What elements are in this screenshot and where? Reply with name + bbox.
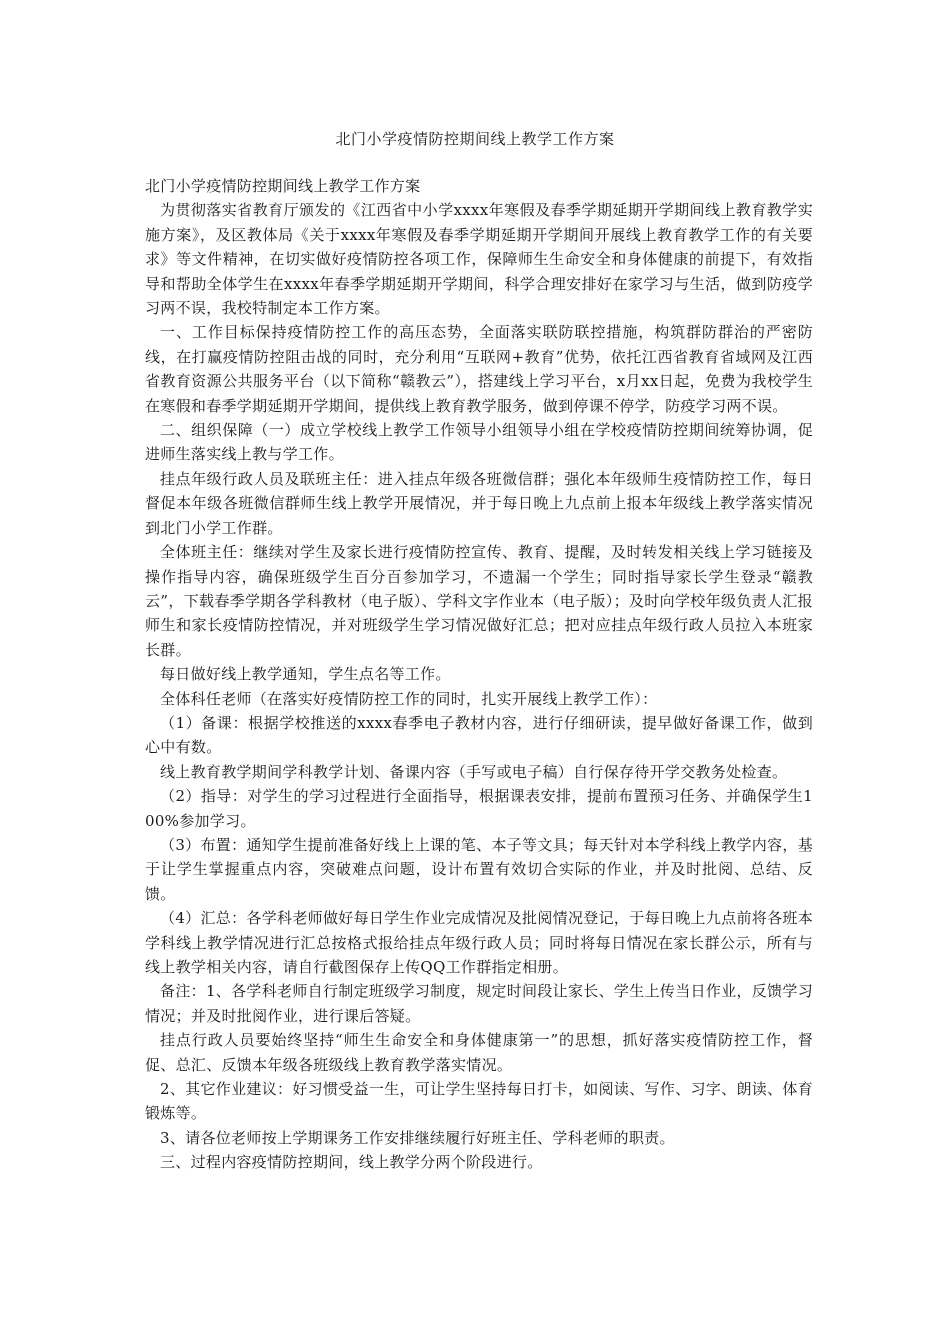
paragraph-goals: 一、工作目标保持疫情防控工作的高压态势，全面落实联防联控措施，构筑群防群治的严密防线，在打赢疫情防控阻击战的同时，充分利用“互联网+教育”优势，依托江西省教育省域网及江西省教育资源公共服务平台（以下简称“赣教云”），搭建线上学习平台，x月xx日起，免费为我校学生在寒假和春季学期延期开学期间，提供线上教育教学服务，做到停课不停学，防疫学习两不误。	[145, 323, 813, 415]
document-title: 北门小学疫情防控期间线上教学工作方案	[335, 130, 615, 148]
paragraph-process: 三、过程内容疫情防控期间，线上教学分两个阶段进行。	[160, 1153, 543, 1172]
paragraph-teacher-duties: 3、请各位老师按上学期课务工作安排继续履行好班主任、学科老师的职责。	[160, 1128, 675, 1147]
paragraph-organization: 二、组织保障（一）成立学校线上教学工作领导小组领导小组在学校疫情防控期间统筹协调，促进师生落实线上教与学工作。	[145, 421, 813, 464]
paragraph-admin-duty: 挂点行政人员要始终坚持“师生生命安全和身体健康第一”的思想，抓好落实疫情防控工作，督促、总汇、反馈本年级各班级线上教育教学落实情况。	[145, 1031, 813, 1074]
paragraph-assignment: （3）布置：通知学生提前准备好线上上课的笔、本子等文具；每天针对本学科线上教学内容，基于让学生掌握重点内容，突破难点问题，设计布置有效切合实际的作业，并及时批阅、总结、反馈。	[145, 835, 813, 903]
paragraph-remarks: 备注：1、各学科老师自行制定班级学习制度，规定时间段让家长、学生上传当日作业，反馈学习情况；并及时批阅作业，进行课后答疑。	[145, 982, 813, 1025]
paragraph-grade-admin: 挂点年级行政人员及联班主任：进入挂点年级各班微信群；强化本年级师生疫情防控工作，每日督促本年级各班微信群师生线上教学开展情况，并于每日晚上九点前上报本年级线上教学落实情况到北门小学工作群。	[145, 469, 813, 537]
paragraph-subject-teachers: 全体科任老师（在落实好疫情防控工作的同时，扎实开展线上教学工作）：	[160, 689, 658, 708]
paragraph-preparation: （1）备课：根据学校推送的xxxx春季电子教材内容，进行仔细研读，提早做好备课工作，做到心中有数。	[145, 713, 813, 757]
paragraph-homework-suggestion: 2、其它作业建议：好习惯受益一生，可让学生坚持每日打卡，如阅读、写作、习字、朗读、体育锻炼等。	[145, 1080, 813, 1123]
paragraph-summary: （4）汇总：各学科老师做好每日学生作业完成情况及批阅情况登记，于每日晚上九点前将各班本学科线上教学情况进行汇总按格式报给挂点年级行政人员；同时将每日情况在家长群公示，所有与线上教学相关内容，请自行截图保存上传QQ工作群指定相册。	[145, 909, 813, 976]
paragraph-class-teachers: 全体班主任：继续对学生及家长进行疫情防控宣传、教育、提醒，及时转发相关线上学习链接及操作指导内容，确保班级学生百分百参加学习，不遗漏一个学生；同时指导家长学生登录“赣教云”，下载春季学期各学科教材（电子版）、学科文字作业本（电子版）；及时向学校年级负责人汇报师生和家长疫情防控情况，并对班级学生学习情况做好汇总；把对应挂点年级行政人员拉入本班家长群。	[145, 543, 813, 659]
document-body	[145, 174, 813, 1175]
paragraph-teaching-plan: 线上教育教学期间学科教学计划、备课内容（手写或电子稿）自行保存待开学交教务处检查。	[160, 762, 788, 781]
paragraph-intro: 为贯彻落实省教育厅颁发的《江西省中小学xxxx年寒假及春季学期延期开学期间线上教育教学实施方案》，及区教体局《关于xxxx年寒假及春季学期延期开学期间开展线上教育教学工作的有关要求》等文件精神，在切实做好疫情防控各项工作，保障师生生命安全和身体健康的前提下，有效指导和帮助全体学生在xxxx年春季学期延期开学期间，科学合理安排好在家学习与生活，做到防疫学习两不误，我校特制定本工作方案。	[145, 201, 813, 318]
paragraph-guidance: （2）指导：对学生的学习过程进行全面指导，根据课表安排，提前布置预习任务、并确保学生100%参加学习。	[145, 787, 813, 830]
body-heading: 北门小学疫情防控期间线上教学工作方案	[145, 177, 421, 195]
paragraph-daily-notice: 每日做好线上教学通知，学生点名等工作。	[160, 665, 451, 684]
